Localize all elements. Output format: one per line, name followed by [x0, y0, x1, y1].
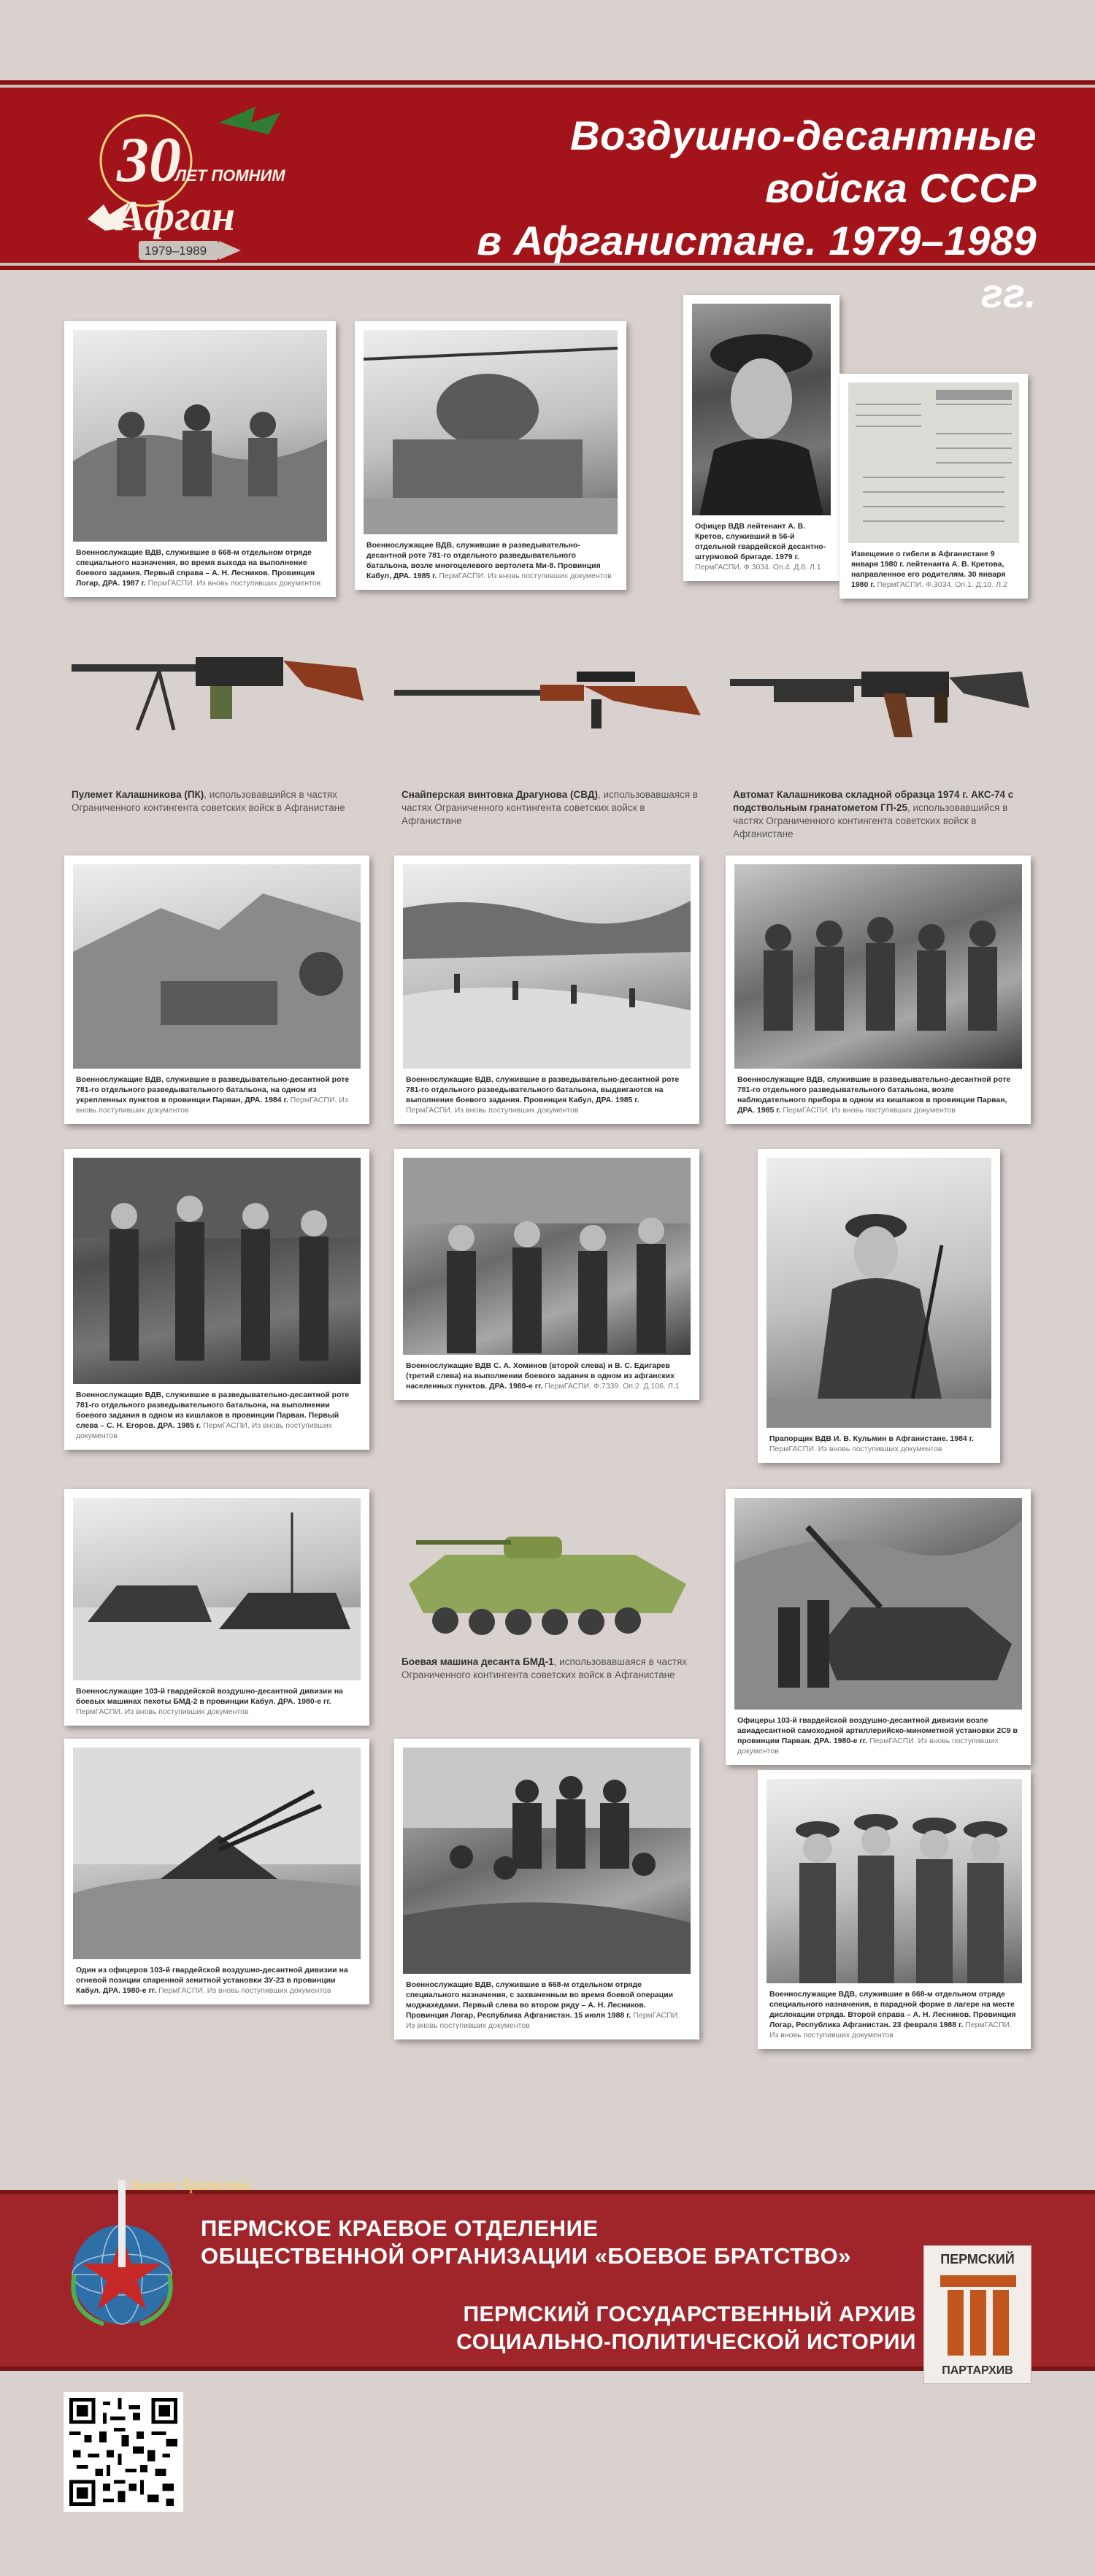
- header-banner: [0, 80, 1095, 316]
- photo: [692, 304, 831, 515]
- photo-card-7: [726, 856, 1031, 1124]
- boevoe-bratstvo-logo: [60, 2165, 252, 2333]
- photo-caption: Один из офицеров 103-й гвардейской воздушно-десантной дивизии на огневой позиции спаренной зенитной установки ЗУ-23 в провинции Кабул. ДРА. 1980-е гг. ПермГАСПИ. Из вновь поступивших документов: [76, 1966, 348, 1995]
- photo-card-15: [758, 1770, 1031, 2049]
- qr-code[interactable]: [64, 2392, 183, 2512]
- photo-card-2: [355, 321, 626, 590]
- photo-caption: Военнослужащие ВДВ, служившие в разведывательно-десантной роте 781-го отдельного разведывательного батальона, возле многоцелевого вертолета Ми-8. Провинция Кабул, ДРА. 1985 г. ПермГАСПИ. Из вновь поступивших документов: [366, 541, 612, 580]
- photo: [766, 1158, 991, 1428]
- photo-caption: Офицер ВДВ лейтенант А. В. Кретов, служивший в 56-й отдельной гвардейской десантно-штурмовой бригаде. 1979 г. ПермГАСПИ. Ф.3034. Оп.4. Д.8. Л.1: [695, 522, 826, 572]
- photo: [734, 1498, 1022, 1710]
- photo-caption: Военнослужащие ВДВ, служившие в разведывательно-десантной роте 781-го отдельного разведывательного батальона, на выполнении боевого задания в одном из кишлаков в провинции Парван. Первый слева – С. Н. Егоров. ДРА. 1985 г. ПермГАСПИ. Из вновь поступивших документов: [76, 1391, 350, 1440]
- photo-card-12: [726, 1489, 1031, 1765]
- bmd1-vehicle-image: [394, 1511, 701, 1650]
- aks74-rifle-image: [730, 650, 1037, 745]
- pk-machine-gun-image: [64, 635, 371, 737]
- photo: [403, 1748, 691, 1974]
- photo-card-11: [64, 1489, 369, 1726]
- photo-card-9: [394, 1149, 699, 1400]
- title-line-1: Воздушно-десантные войска СССР: [570, 112, 1037, 211]
- page-title: [438, 109, 1037, 320]
- svd-sniper-rifle-image: [394, 657, 701, 737]
- pomnim-afgan-logo: [66, 95, 328, 270]
- photo: [766, 1779, 1022, 1983]
- photo-caption: Офицеры 103-й гвардейской воздушно-десантной дивизии возле авиадесантной самоходной артиллерийско-минометной установки 2С9 в провинции Парван. ДРА. 1980-е гг. ПермГАСПИ. Из вновь поступивших документов: [737, 1716, 1018, 1756]
- photo-card-1: [64, 321, 336, 597]
- partarchive-logo: ПЕРМСКИЙ ПАРТАРХИВ: [923, 2245, 1031, 2384]
- photo-card-3: [683, 295, 840, 581]
- logo-top-words: ЛЕТ ПОМНИМ: [175, 166, 285, 185]
- photo-caption: Извещение о гибели в Афганистане 9 января 1980 г. лейтенанта А. В. Кретова, направленное его родителям. 30 января 1980 г. ПермГАСПИ. Ф.3034. Оп.1. Д.10. Л.2: [851, 550, 1007, 589]
- svd-sniper-rifle-label: Снайперская винтовка Драгунова (СВД), использовавшаяся в частях Ограниченного контингента советских войск в Афганистане: [402, 789, 699, 826]
- title-line-2: в Афганистане. 1979–1989 гг.: [477, 218, 1037, 316]
- photo-caption: Военнослужащие ВДВ, служившие в разведывательно-десантной роте 781-го отдельного разведывательного батальона, выдвигаются на выполнение боевого задания. Провинция Кабул, ДРА. 1985 г. ПермГАСПИ. Из вновь поступивших документов: [406, 1075, 680, 1115]
- photo-card-8: [64, 1149, 369, 1450]
- photo-card-14: [394, 1739, 699, 2039]
- photo-caption: Прапорщик ВДВ И. В. Кульмин в Афганистане. 1984 г. ПермГАСПИ. Из вновь поступивших документов: [769, 1434, 974, 1453]
- photo-caption: Военнослужащие ВДВ С. А. Хоминов (второй слева) и В. С. Едигарев (третий слева) на выполнении боевого задания в одном из афганских населенных пунктов. ДРА. 1980-е гг. ПермГАСПИ. Ф.7339. Оп.2. Д.106. Л.1: [406, 1361, 680, 1391]
- logo-main-word: Афган: [117, 192, 235, 239]
- photo: [403, 1158, 691, 1355]
- photo-caption: Военнослужащие 103-й гвардейской воздушно-десантной дивизии на боевых машинах пехоты БМД-2 в провинции Кабул. ДРА. 1980-е гг. ПермГАСПИ. Из вновь поступивших документов: [76, 1687, 343, 1716]
- photo-card-5: [64, 856, 369, 1124]
- photo-caption: Военнослужащие ВДВ, служившие в 668-м отдельном отряде специального назначения, с захваченным во время боевой операции моджахедами. Первый слева во втором ряду – А. Н. Лесников. Провинция Логар, Республика Афганистан. 15 июля 1988 г. ПермГАСПИ. Из вновь поступивших документов: [406, 1980, 680, 2030]
- org-logo-text: Боевое братство: [131, 2175, 252, 2194]
- photo-card-4: [840, 374, 1028, 599]
- photo: [73, 1158, 361, 1384]
- logo-number: 30: [117, 125, 181, 196]
- photo-caption: Военнослужащие ВДВ, служившие в разведывательно-десантной роте 781-го отдельного разведывательного батальона, возле наблюдательного прибора в одном из кишлаков в провинции Парван, ДРА. 1985 г. ПермГАСПИ. Из вновь поступивших документов: [737, 1075, 1011, 1115]
- pk-machine-gun-label: Пулемет Калашникова (ПК), использовавшийся в частях Ограниченного контингента советских войск в Афганистане: [72, 789, 345, 813]
- photo-card-13: [64, 1739, 369, 2004]
- archive-name: ПЕРМСКИЙ ГОСУДАРСТВЕННЫЙ АРХИВ СОЦИАЛЬНО-ПОЛИТИЧЕСКОЙ ИСТОРИИ: [456, 2302, 916, 2354]
- partarchive-emblem: [940, 2275, 1016, 2356]
- photo: [403, 864, 691, 1069]
- document-photo: [848, 382, 1019, 543]
- photo-caption: Военнослужащие ВДВ, служившие в разведывательно-десантной роте 781-го отдельного разведывательного батальона, на одном из укрепленных пунктов в провинции Парван, ДРА. 1984 г. ПермГАСПИ. Из вновь поступивших документов: [76, 1075, 350, 1115]
- organization-name: ПЕРМСКОЕ КРАЕВОЕ ОТДЕЛЕНИЕ ОБЩЕСТВЕННОЙ ОРГАНИЗАЦИИ «БОЕВОЕ БРАТСТВО»: [201, 2215, 852, 2269]
- logo-years: 1979–1989: [145, 244, 207, 258]
- photo: [734, 864, 1022, 1069]
- photo: [364, 330, 618, 534]
- photo-card-10: [758, 1149, 1000, 1463]
- photo: [73, 864, 361, 1069]
- photo: [73, 330, 327, 542]
- photo-card-6: [394, 856, 699, 1124]
- photo-caption: Военнослужащие ВДВ, служившие в 668-м отдельном отряде специального назначения, в парадной форме в лагере на месте дислокации отряда. Второй справа – А. Н. Лесников. Провинция Логар, Республика Афганистан. 23 февраля 1988 г. ПермГАСПИ. Из вновь поступивших документов: [769, 1990, 1016, 2039]
- aks74-rifle-label: Автомат Калашникова складной образца 1974 г. АКС-74 с подствольным гранатометом ГП-25, использовавшийся в частях Ограниченного контингента советских войск в Афганистане: [733, 789, 1014, 839]
- bmd1-vehicle-label: Боевая машина десанта БМД-1, использовавшаяся в частях Ограниченного контингента советских войск в Афганистане: [402, 1656, 688, 1680]
- photo: [73, 1498, 361, 1680]
- photo: [73, 1748, 361, 1959]
- photo-caption: Военнослужащие ВДВ, служившие в 668-м отдельном отряде специального назначения, во время выхода на выполнение боевого задания. Первый справа – А. Н. Лесников. Провинция Логар, ДРА. 1987 г. ПермГАСПИ. Из вновь поступивших документов: [76, 548, 321, 588]
